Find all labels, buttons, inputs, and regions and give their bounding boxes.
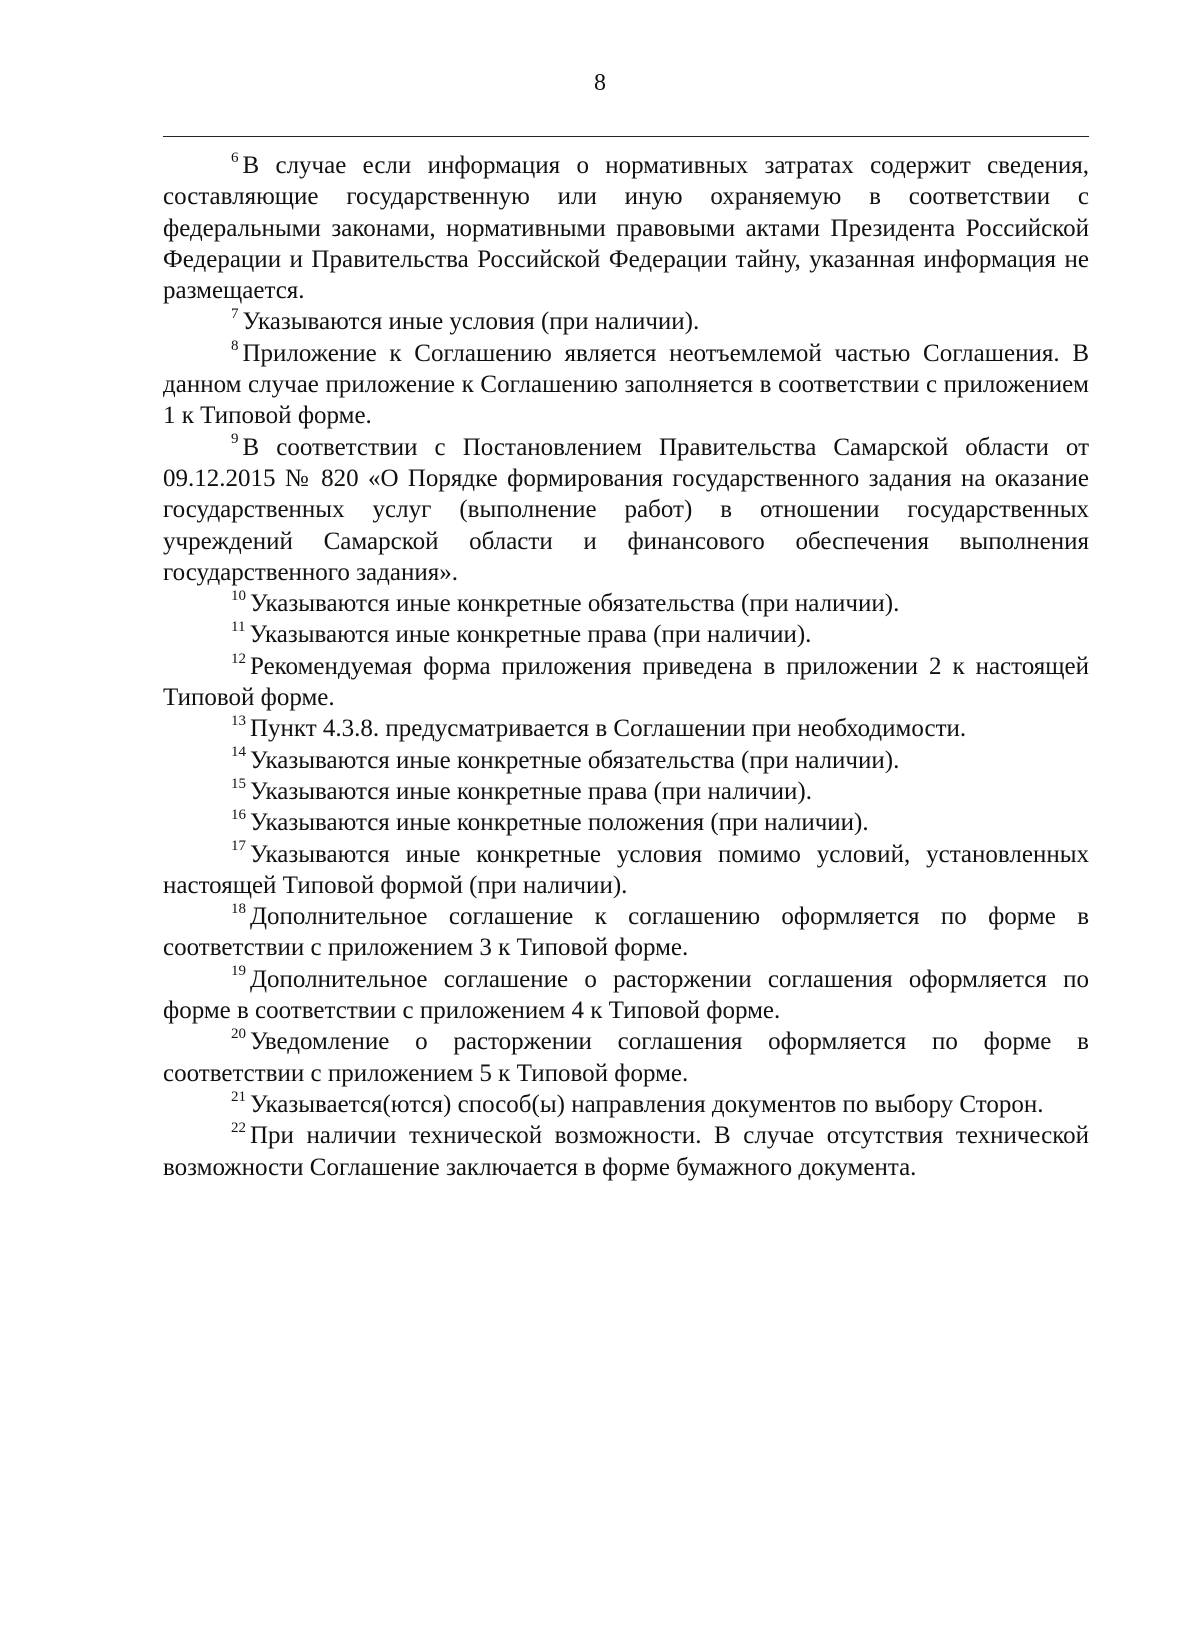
- footnote-7: [163, 306, 1089, 337]
- footnote-text: Указываются иные конкретные положения (при наличии).: [250, 809, 869, 837]
- footnote-number: 12: [231, 650, 246, 667]
- footnote-number: 21: [231, 1088, 246, 1105]
- footnote-21: [163, 1089, 1089, 1120]
- footnote-6: [163, 150, 1089, 306]
- footnote-text: Указываются иные конкретные права (при наличии).: [250, 777, 812, 805]
- footnote-text: В случае если информация о нормативных затратах содержит сведения, составляющие государственную или иную охраняемую в соответствии с федеральными законами, нормативными правовыми актами Президента Российской Федерации и Правительства Российской Федерации тайну, указанная информация не размещается.: [163, 152, 1089, 305]
- footnote-number: 19: [231, 963, 246, 980]
- footnote-12: [163, 651, 1089, 714]
- footnote-number: 8: [231, 337, 239, 354]
- footnote-number: 10: [231, 587, 246, 604]
- footnote-number: 15: [231, 775, 246, 792]
- footnote-11: [163, 619, 1089, 650]
- footnote-text: Указываются иные условия (при наличии).: [242, 308, 700, 336]
- footnote-number: 20: [231, 1026, 246, 1043]
- footnote-text: Дополнительное соглашение о расторжении соглашения оформляется по форме в соответствии с приложением 4 к Типовой форме.: [163, 965, 1089, 1025]
- footnote-15: [163, 776, 1089, 807]
- footnote-text: Пункт 4.3.8. предусматривается в Соглашении при необходимости.: [250, 715, 967, 743]
- footnote-number: 13: [231, 713, 246, 730]
- footnote-13: [163, 713, 1089, 744]
- footnote-number: 6: [231, 149, 239, 166]
- footnote-text: В соответствии с Постановлением Правительства Самарской области от 09.12.2015 № 820 «О Порядке формирования государственного задания на оказание государственных услуг (выполнение работ) в отношении государственных учреждений Самарской области и финансового обеспечения выполнения государственного задания».: [163, 433, 1089, 586]
- footnote-text: Дополнительное соглашение к соглашению оформляется по форме в соответствии с приложением 3 к Типовой форме.: [163, 903, 1089, 962]
- footnote-text: Рекомендуемая форма приложения приведена в приложении 2 к настоящей Типовой форме.: [163, 652, 1089, 712]
- footnote-text: Указываются иные конкретные условия помимо условий, установленных настоящей Типовой формой (при наличии).: [163, 840, 1089, 899]
- footnote-16: [163, 807, 1089, 838]
- footnote-text: Приложение к Соглашению является неотъемлемой частью Соглашения. В данном случае приложение к Соглашению заполняется в соответствии с приложением 1 к Типовой форме.: [163, 339, 1089, 430]
- footnote-number: 14: [231, 744, 246, 761]
- footnote-8: [163, 338, 1089, 432]
- footnote-number: 18: [231, 900, 246, 917]
- footnote-number: 17: [231, 838, 246, 855]
- footnote-18: [163, 901, 1089, 964]
- footnote-14: [163, 745, 1089, 776]
- footnote-text: При наличии технической возможности. В случае отсутствия технической возможности Соглашение заключается в форме бумажного документа.: [163, 1122, 1089, 1181]
- footnote-17: [163, 839, 1089, 902]
- footnote-number: 16: [231, 806, 246, 823]
- footnote-number: 22: [231, 1119, 246, 1136]
- footnote-text: Указываются иные конкретные права (при наличии).: [249, 621, 812, 649]
- footnote-number: 11: [231, 619, 246, 636]
- footnote-20: [163, 1026, 1089, 1089]
- footnote-number: 9: [231, 431, 239, 448]
- footnote-22: [163, 1120, 1089, 1183]
- footnote-number: 7: [231, 306, 239, 323]
- footnote-separator: [163, 136, 1089, 137]
- footnote-text: Уведомление о расторжении соглашения оформляется по форме в соответствии с приложением 5 к Типовой форме.: [163, 1028, 1089, 1087]
- footnote-19: [163, 964, 1089, 1027]
- footnote-text: Указываются иные конкретные обязательства (при наличии).: [250, 746, 900, 774]
- footnote-9: [163, 432, 1089, 588]
- footnote-10: [163, 588, 1089, 619]
- page-number: 8: [594, 70, 606, 96]
- footnotes-block: [163, 150, 1089, 1183]
- footnote-text: Указываются иные конкретные обязательства (при наличии).: [250, 590, 900, 618]
- footnote-text: Указывается(ются) способ(ы) направления документов по выбору Сторон.: [250, 1090, 1044, 1118]
